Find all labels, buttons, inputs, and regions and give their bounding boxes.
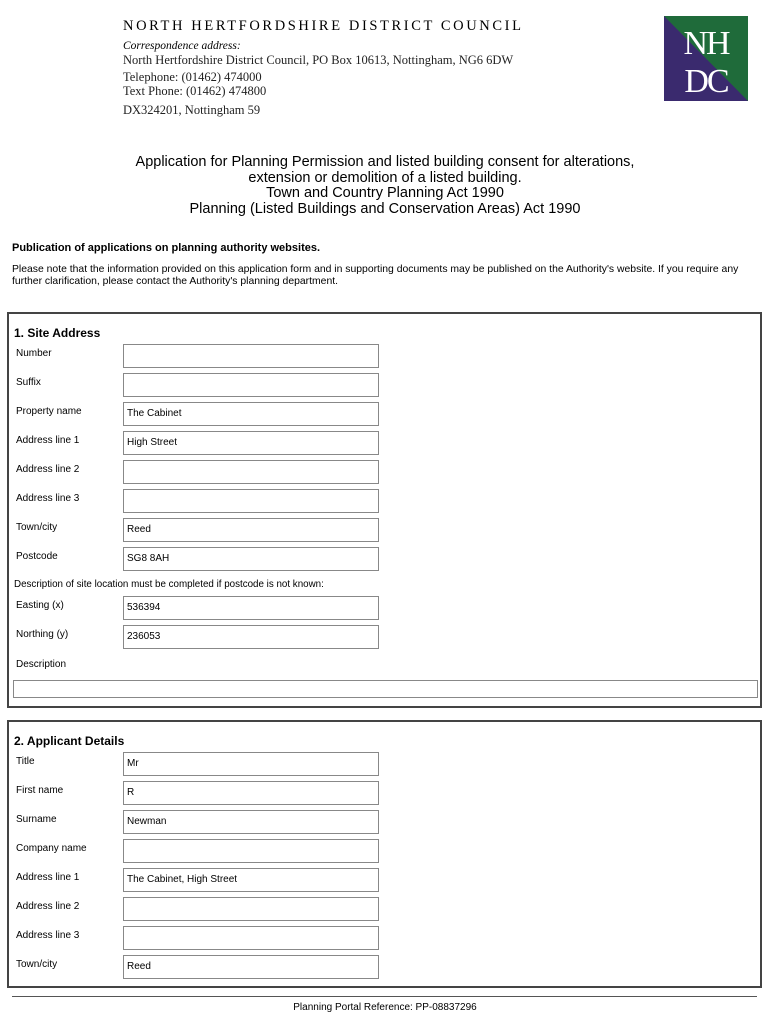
surname-label: Surname <box>16 814 57 825</box>
footer-divider <box>12 996 757 997</box>
title-line-4: Planning (Listed Buildings and Conservation Areas) Act 1990 <box>189 200 581 217</box>
easting-label: Easting (x) <box>16 600 64 611</box>
suffix-input[interactable] <box>123 373 379 397</box>
portal-reference: Planning Portal Reference: PP-08837296 <box>293 1002 477 1013</box>
title-line-1: Application for Planning Permission and listed building consent for alterations, <box>135 154 635 170</box>
company-name-input[interactable] <box>123 839 379 863</box>
nhdc-logo <box>664 16 748 101</box>
correspondence-label: Correspondence address: <box>123 40 241 52</box>
number-input[interactable] <box>123 344 379 368</box>
northing-input[interactable]: 236053 <box>123 625 379 649</box>
applicant-address-line-3-label: Address line 3 <box>16 930 80 941</box>
easting-input[interactable]: 536394 <box>123 596 379 620</box>
title-input[interactable]: Mr <box>123 752 379 776</box>
property-name-input[interactable]: The Cabinet <box>123 402 379 426</box>
applicant-address-line-2-input[interactable] <box>123 897 379 921</box>
site-address-line-3-label: Address line 3 <box>16 493 80 504</box>
number-label: Number <box>16 348 52 359</box>
telephone: Telephone: (01462) 474000 <box>123 70 262 84</box>
svg-text:NH: NH <box>683 25 729 62</box>
text-phone: Text Phone: (01462) 474800 <box>123 84 267 98</box>
publication-heading: Publication of applications on planning authority websites. <box>12 242 321 254</box>
title-label: Title <box>16 756 35 767</box>
surname-input[interactable]: Newman <box>123 810 379 834</box>
site-address-title: 1. Site Address <box>14 326 101 340</box>
applicant-town-label: Town/city <box>16 959 58 970</box>
site-address-line-3-input[interactable] <box>123 489 379 513</box>
title-line-3: Town and Country Planning Act 1990 <box>266 185 504 201</box>
dx-number: DX324201, Nottingham 59 <box>123 103 261 117</box>
suffix-label: Suffix <box>16 377 41 388</box>
svg-text:DC: DC <box>684 63 728 100</box>
site-address-section <box>7 312 762 708</box>
postcode-input[interactable]: SG8 8AH <box>123 547 379 571</box>
first-name-input[interactable]: R <box>123 781 379 805</box>
title-line-2: extension or demolition of a listed building. <box>248 169 522 186</box>
first-name-label: First name <box>16 785 64 796</box>
publication-text: Please note that the information provided on this application form and in supporting documents may be published on the Authority's website. If you require any further clarification, please contact the Authority's planning department. <box>12 264 739 287</box>
correspondence-address: North Hertfordshire District Council, PO Box 10613, Nottingham, NG6 6DW <box>123 53 514 67</box>
description-label: Description <box>16 659 67 670</box>
site-town-label: Town/city <box>16 522 58 533</box>
site-address-line-1-label: Address line 1 <box>16 435 80 446</box>
applicant-details-section <box>7 720 762 988</box>
postcode-label: Postcode <box>16 551 58 562</box>
applicant-address-line-1-label: Address line 1 <box>16 872 80 883</box>
site-town-input[interactable]: Reed <box>123 518 379 542</box>
property-name-label: Property name <box>16 406 82 417</box>
company-name-label: Company name <box>16 843 87 854</box>
applicant-details-title: 2. Applicant Details <box>14 734 125 748</box>
description-input[interactable] <box>13 680 758 698</box>
location-note: Description of site location must be completed if postcode is not known: <box>14 579 324 590</box>
site-address-line-1-input[interactable]: High Street <box>123 431 379 455</box>
site-address-line-2-label: Address line 2 <box>16 464 80 475</box>
applicant-address-line-3-input[interactable] <box>123 926 379 950</box>
northing-label: Northing (y) <box>16 629 69 640</box>
site-address-line-2-input[interactable] <box>123 460 379 484</box>
form-title <box>0 155 770 217</box>
applicant-address-line-1-input[interactable]: The Cabinet, High Street <box>123 868 379 892</box>
council-name: NORTH HERTFORDSHIRE DISTRICT COUNCIL <box>123 18 524 34</box>
applicant-address-line-2-label: Address line 2 <box>16 901 80 912</box>
applicant-town-input[interactable]: Reed <box>123 955 379 979</box>
